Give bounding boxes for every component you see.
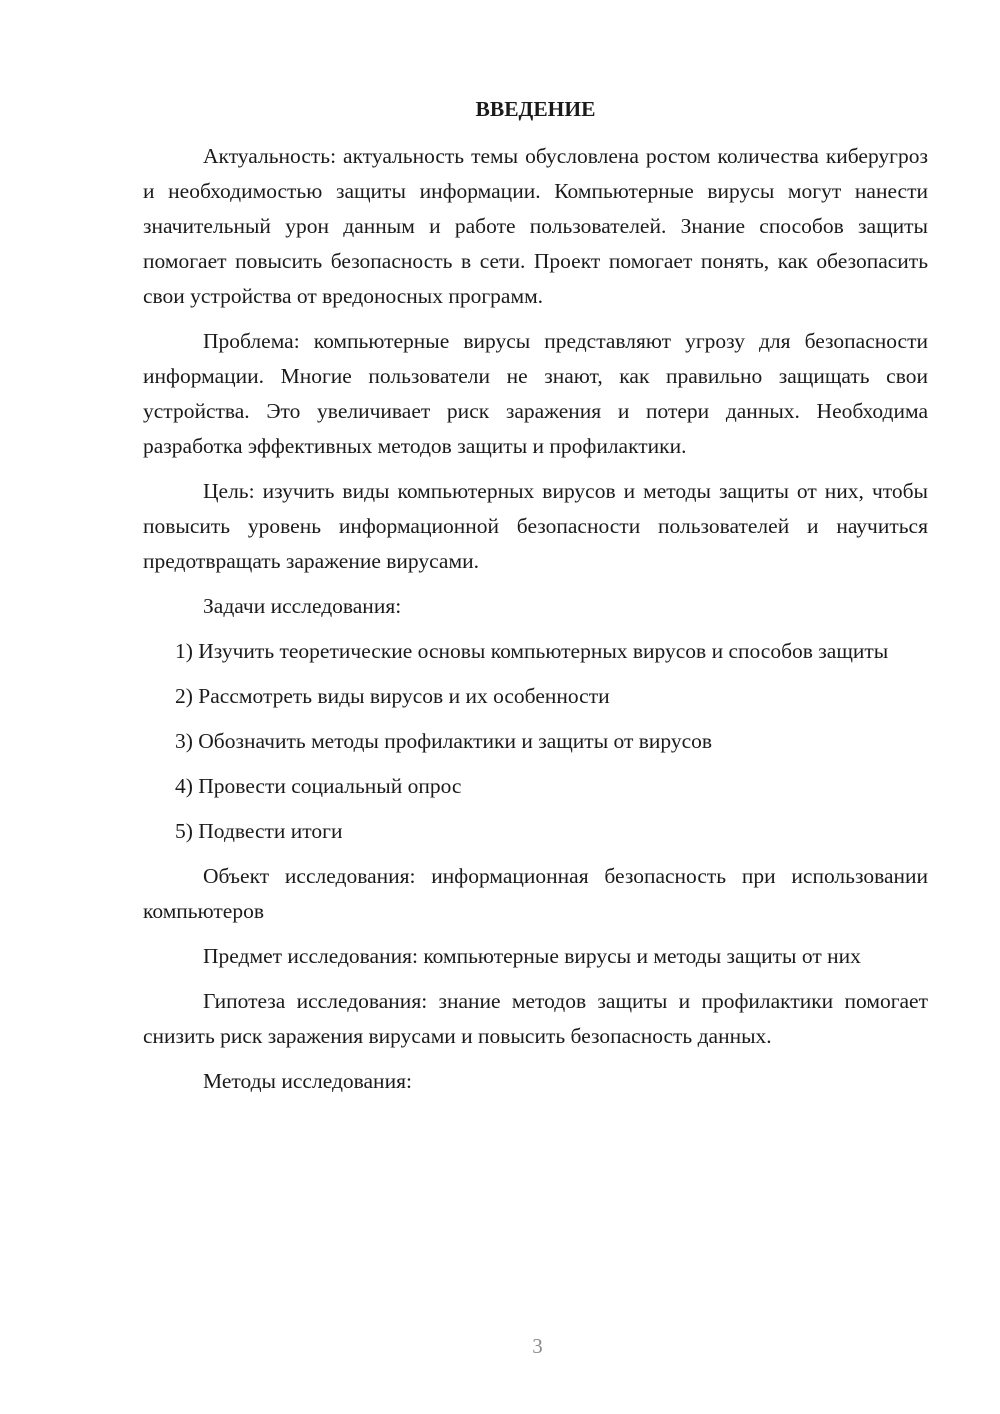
list-item: 5) Подвести итоги <box>175 819 343 843</box>
tasks-heading: Задачи исследования: <box>203 594 402 618</box>
list-item: 2) Рассмотреть виды вирусов и их особенности <box>175 684 610 708</box>
tasks-list <box>143 634 928 849</box>
object-paragraph: Объект исследования: информационная безопасность при использовании компьютеров <box>143 864 928 923</box>
goal-paragraph: Цель: изучить виды компьютерных вирусов и методы защиты от них, чтобы повысить уровень информационной безопасности пользователей и научиться предотвращать заражение вирусами. <box>143 479 928 573</box>
page-title: ВВЕДЕНИЕ <box>475 97 596 121</box>
page-number: 3 <box>532 1334 543 1358</box>
list-item: 1) Изучить теоретические основы компьютерных вирусов и способов защиты <box>175 639 889 663</box>
methods-heading: Методы исследования: <box>203 1069 412 1093</box>
page-content <box>143 92 928 1109</box>
list-item: 4) Провести социальный опрос <box>175 774 462 798</box>
relevance-paragraph: Актуальность: актуальность темы обусловлена ростом количества киберугроз и необходимостью защиты информации. Компьютерные вирусы могут нанести значительный урон данным и работе пользователей. Знание способов защиты помогает повысить безопасность в сети. Проект помогает понять, как обезопасить свои устройства от вредоносных программ. <box>143 144 928 308</box>
subject-paragraph: Предмет исследования: компьютерные вирусы и методы защиты от них <box>203 944 861 968</box>
problem-paragraph: Проблема: компьютерные вирусы представляют угрозу для безопасности информации. Многие пользователи не знают, как правильно защищать свои устройства. Это увеличивает риск заражения и потери данных. Необходима разработка эффективных методов защиты и профилактики. <box>143 329 928 458</box>
hypothesis-paragraph: Гипотеза исследования: знание методов защиты и профилактики помогает снизить риск заражения вирусами и повысить безопасность данных. <box>143 989 928 1048</box>
list-item: 3) Обозначить методы профилактики и защиты от вирусов <box>175 729 713 753</box>
